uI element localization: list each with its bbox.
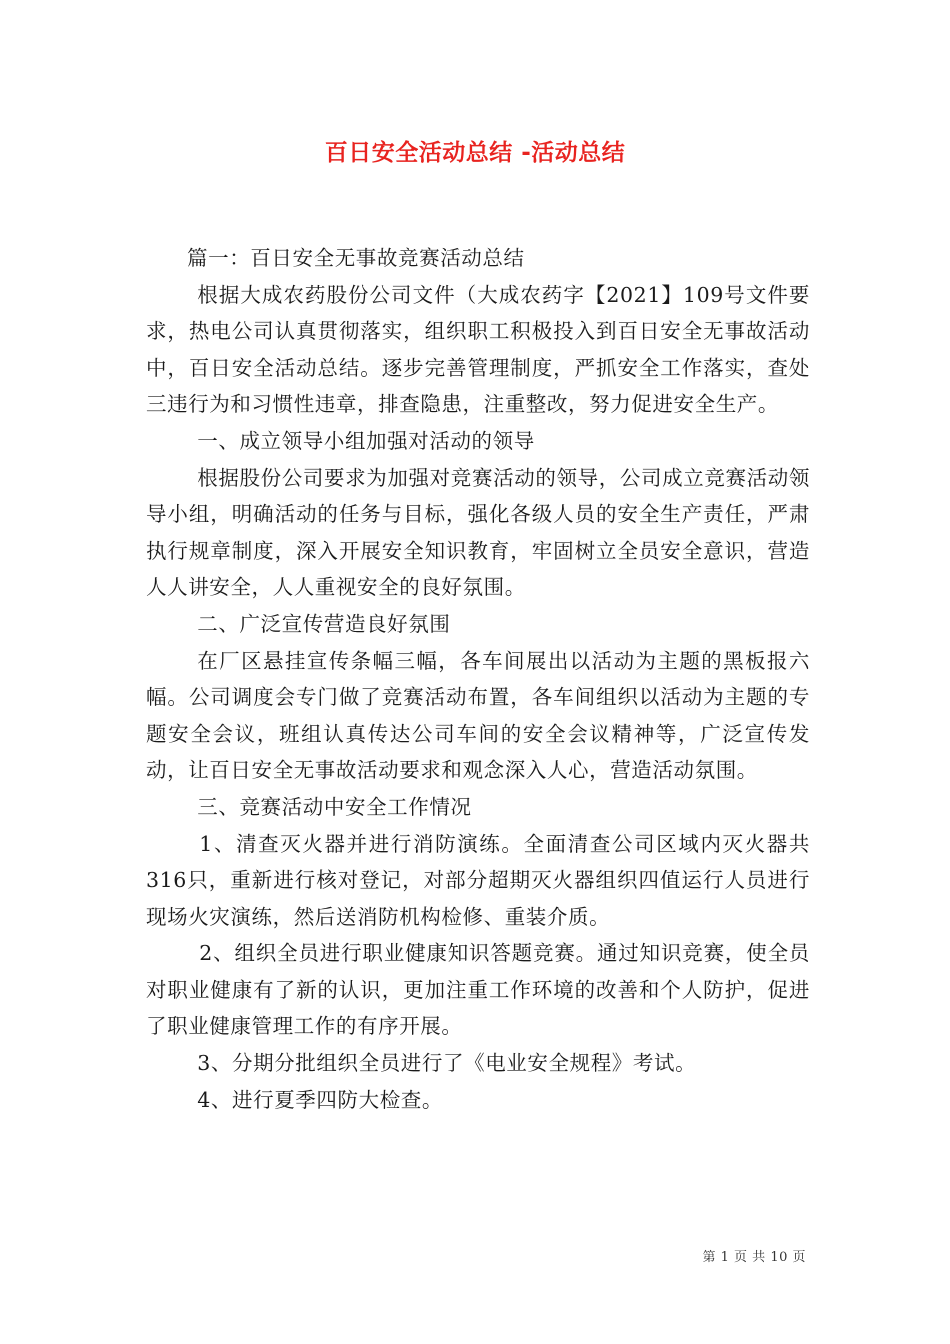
document-body: [146, 240, 810, 1118]
paragraph-publicity: 在厂区悬挂宣传条幅三幅，各车间展出以活动为主题的黑板报六幅。公司调度会专门做了竞赛活动布置，各车间组织以活动为主题的专题安全会议，班组认真传达公司车间的安全会议精神等，广泛宣传发动，让百日安全无事故活动要求和观念深入人心，营造活动氛围。: [146, 648, 810, 783]
heading-leadership-group: 一、成立领导小组加强对活动的领导: [197, 428, 535, 453]
item-fire-extinguishers: 1、清查灭火器并进行消防演练。全面清查公司区域内灭火器共316只，重新进行核对登记，对部分超期灭火器组织四值运行人员进行现场火灾演练，然后送消防机构检修、重装介质。: [146, 831, 810, 929]
document-title: 百日安全活动总结 -活动总结: [324, 140, 626, 166]
heading-safety-work: 三、竞赛活动中安全工作情况: [197, 794, 472, 819]
page-number: 第 1 页 共 10 页: [702, 1250, 806, 1265]
item-health-quiz: 2、组织全员进行职业健康知识答题竞赛。通过知识竞赛，使全员对职业健康有了新的认识，更加注重工作环境的改善和个人防护，促进了职业健康管理工作的有序开展。: [146, 941, 810, 1039]
paragraph-leadership-group: 根据股份公司要求为加强对竞赛活动的领导，公司成立竞赛活动领导小组，明确活动的任务与目标，强化各级人员的安全生产责任，严肃执行规章制度，深入开展安全知识教育，牢固树立全员安全意识，营造人人讲安全，人人重视安全的良好氛围。: [146, 465, 810, 600]
item-summer-inspection: 4、进行夏季四防大检查。: [197, 1087, 443, 1112]
item-safety-exam: 3、分期分批组织全员进行了《电业安全规程》考试。: [197, 1051, 697, 1076]
heading-publicity: 二、广泛宣传营造良好氛围: [197, 611, 451, 636]
section-heading-part-one: 篇一：百日安全无事故竞赛活动总结: [187, 246, 525, 270]
paragraph-intro: 根据大成农药股份公司文件（大成农药字【2021】109号文件要求，热电公司认真贯彻落实，组织职工积极投入到百日安全无事故活动中，百日安全活动总结。逐步完善管理制度，严抓安全工作落实，查处三违行为和习惯性违章，排查隐患，注重整改，努力促进安全生产。: [146, 282, 810, 417]
